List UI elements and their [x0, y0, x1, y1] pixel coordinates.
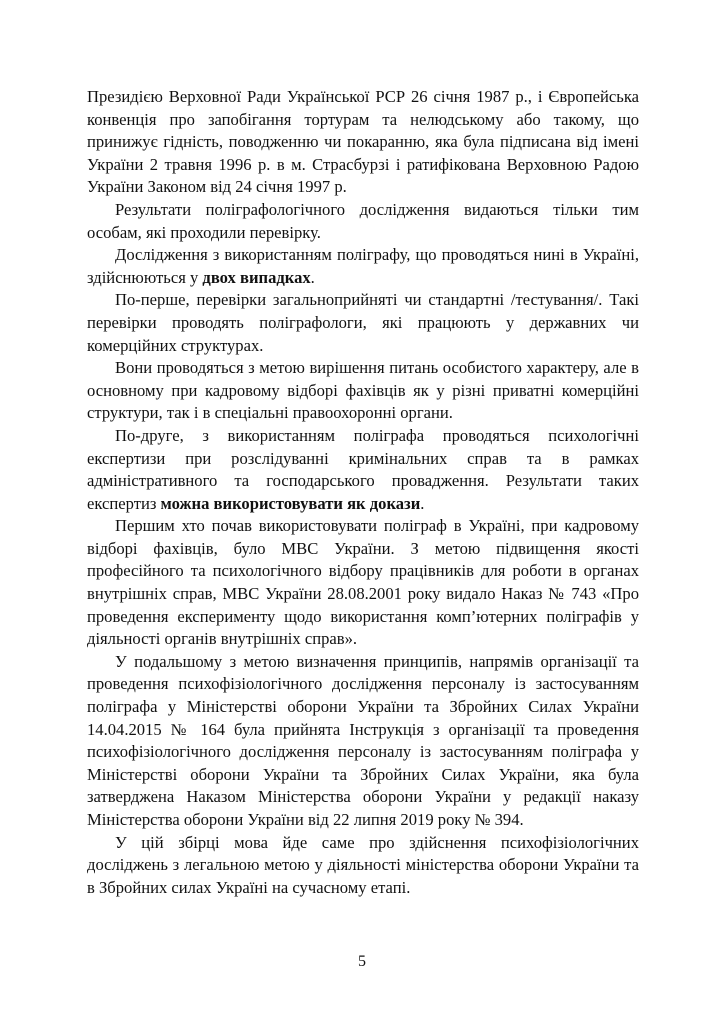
paragraph-two-cases-end: .	[310, 267, 315, 287]
document-body	[87, 86, 639, 899]
paragraph-results: Результати поліграфологічного дослідження видаються тільки тим особам, які проходили перевірку.	[87, 199, 639, 242]
page-number: 5	[358, 953, 366, 970]
paragraph-convention: Президією Верховної Ради Української РСР 26 січня 1987 р., і Європейська конвенція про запобігання тортурам та нелюдському або такому, що принижує гідність, поводженню чи покаранню, яка була підписана від імені України 2 травня 1996 р. в м. Страсбурзі і ратифікована Верховною Радою України Законом від 24 січня 1997 р.	[87, 87, 639, 197]
paragraph-first-case: По-перше, перевірки загальноприйняті чи стандартні /тестування/. Такі перевірки проводять поліграфологи, які працюють у державних чи комерційних структурах.	[87, 290, 639, 355]
paragraph-two-cases-text: Дослідження з використанням поліграфу, що проводяться нині в Україні, здійснюються у	[87, 245, 639, 287]
emphasis-two-cases: двох випадках	[202, 267, 311, 287]
paragraph-mod-instruction: У подальшому з метою визначення принципів, напрямів організації та проведення психофізіологічного дослідження персоналу із застосуванням поліграфа у Міністерстві оборони України та Збройних Силах України 14.04.2015 № 164 була прийнята Інструкція з організації та проведення психофізіологічного дослідження персоналу із застосуванням поліграфа у Міністерстві оборони України та Збройних Силах України, яка була затверджена Наказом Міністерства оборони України у редакції наказу Міністерства оборони України від 22 липня 2019 року № 394.	[87, 651, 639, 829]
paragraph-second-case-text: По-друге, з використанням поліграфа проводяться психологічні експертизи при розслідуванні кримінальних справ та в рамках адміністративного та господарського провадження. Результати таких експертиз	[87, 425, 639, 513]
paragraph-second-case	[87, 425, 639, 515]
emphasis-evidence: можна використовувати як докази	[160, 493, 421, 513]
paragraph-collection-scope: У цій збірці мова йде саме про здійснення психофізіологічних досліджень з легальною метою у діяльності міністерства оборони України та в Збройних силах Україні на сучасному етапі.	[87, 832, 639, 897]
paragraph-two-cases	[87, 244, 639, 289]
paragraph-mvs: Першим хто почав використовувати поліграф в Україні, при кадровому відборі фахівців, було МВС України. З метою підвищення якості професійного та психологічного відбору працівників для роботи в органах внутрішніх справ, МВС України 28.08.2001 року видало Наказ № 743 «Про проведення експерименту щодо використання комп’ютерних поліграфів у діяльності органів внутрішніх справ».	[87, 516, 639, 649]
paragraph-purpose: Вони проводяться з метою вирішення питань особистого характеру, але в основному при кадровому відборі фахівців як у різні приватні комерційні структури, так і в спеціальні правоохоронні органи.	[87, 358, 639, 423]
paragraph-second-case-end: .	[420, 493, 425, 513]
